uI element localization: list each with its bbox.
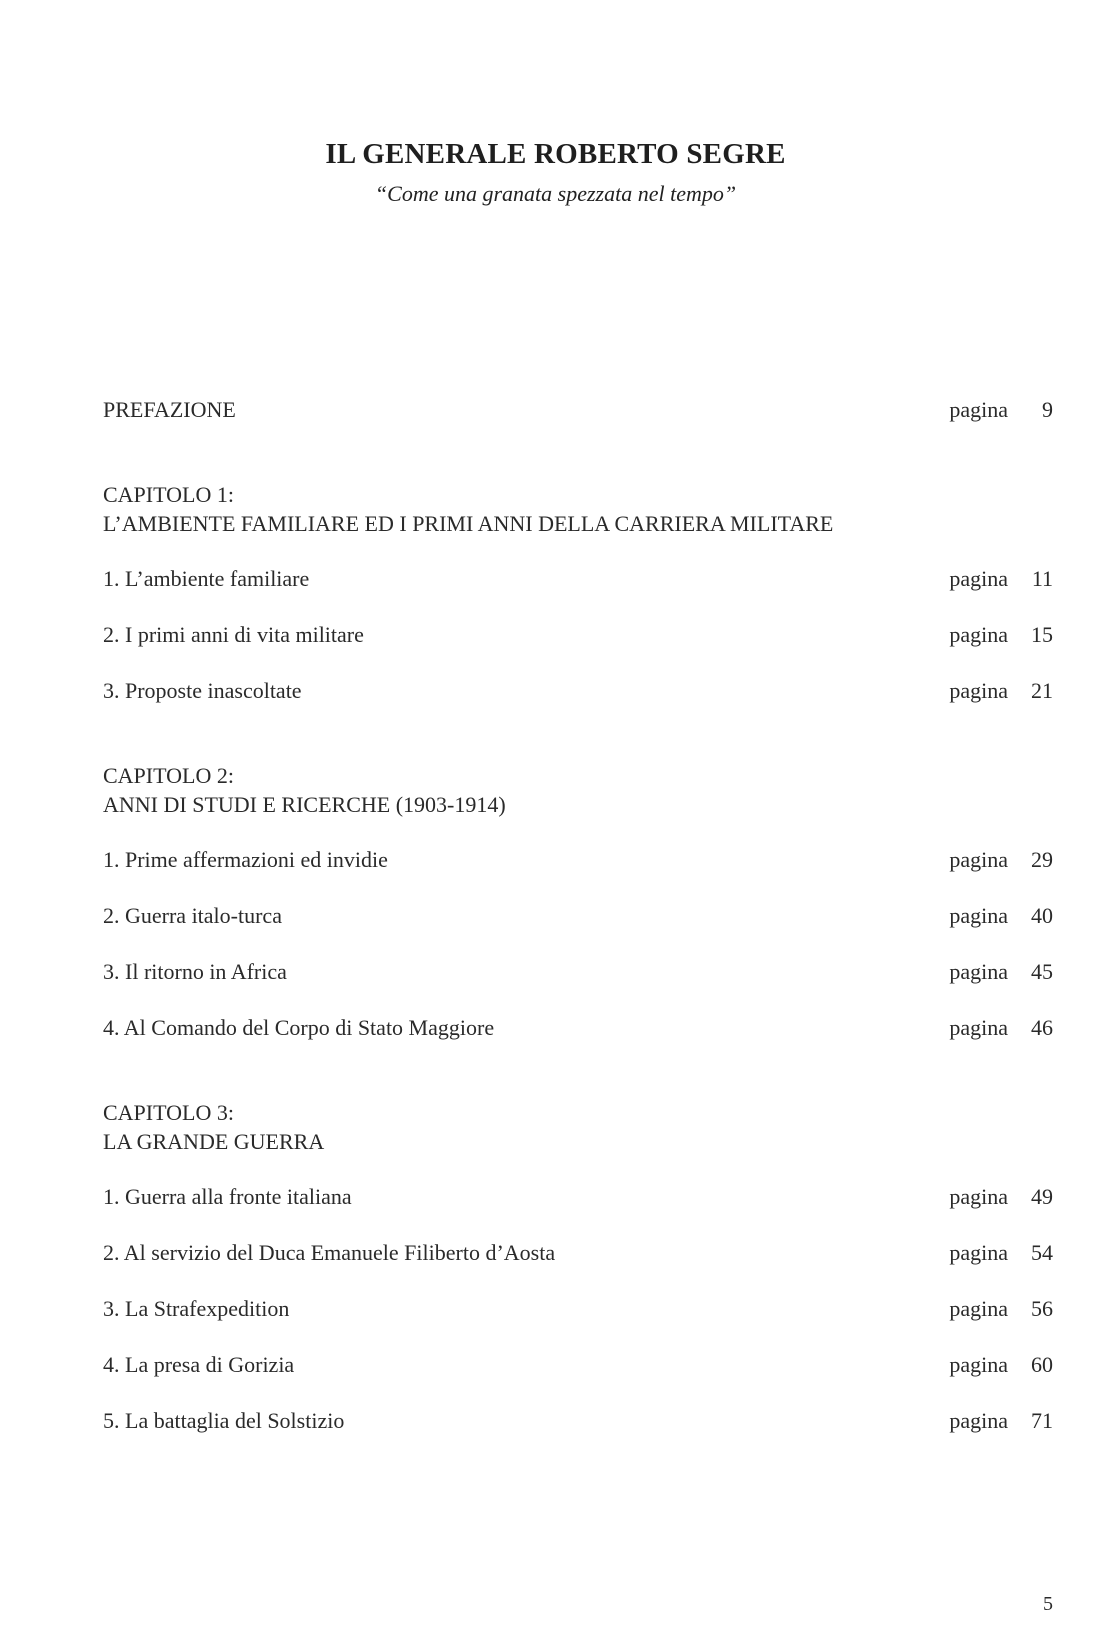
toc-page-word: pagina: [949, 959, 1008, 984]
toc-page-number: 46: [1031, 1015, 1053, 1040]
toc-entry-label: 4. La presa di Gorizia: [103, 1352, 295, 1377]
toc-page-word: pagina: [949, 1296, 1008, 1321]
toc-entry-label: 3. La Strafexpedition: [103, 1296, 290, 1321]
toc-page-word: pagina: [949, 397, 1008, 422]
toc-page-word: pagina: [949, 1015, 1008, 1040]
toc-entry-label: 1. L’ambiente familiare: [103, 566, 310, 591]
toc-entry: [103, 1015, 1053, 1045]
book-subtitle: “Come una granata spezzata nel tempo”: [374, 181, 737, 206]
toc-page-number: 9: [1042, 397, 1053, 422]
toc-entry-label: 2. Guerra italo-turca: [103, 903, 282, 928]
toc-entry: [103, 566, 1053, 596]
toc-page-number: 60: [1031, 1352, 1053, 1377]
toc-page-number: 29: [1031, 847, 1053, 872]
toc-entry: [103, 1184, 1053, 1214]
toc-entry-label: 5. La battaglia del Solstizio: [103, 1408, 345, 1433]
toc-page-word: pagina: [949, 1352, 1008, 1377]
toc-page-word: pagina: [949, 622, 1008, 647]
toc-entry-label: 3. Proposte inascoltate: [103, 678, 302, 703]
toc-entry-label: 1. Prime affermazioni ed invidie: [103, 847, 388, 872]
book-title: IL GENERALE ROBERTO SEGRE: [325, 138, 786, 170]
toc-entry: [103, 1240, 1053, 1270]
toc-entry-label: PREFAZIONE: [103, 397, 236, 422]
toc-entry: [103, 959, 1053, 989]
toc-entry-prefazione: [103, 397, 1053, 427]
toc-entry-label: 4. Al Comando del Corpo di Stato Maggiore: [103, 1015, 495, 1040]
toc-page-word: pagina: [949, 678, 1008, 703]
toc-page-number: 71: [1031, 1408, 1053, 1433]
toc-entry-label: 2. I primi anni di vita militare: [103, 622, 364, 647]
toc-page-word: pagina: [949, 903, 1008, 928]
toc-entry: [103, 678, 1053, 708]
toc-page-number: 49: [1031, 1184, 1053, 1209]
toc-page-number: 45: [1031, 959, 1053, 984]
toc-entry: [103, 622, 1053, 652]
toc-page-word: pagina: [949, 1240, 1008, 1265]
toc-entry: [103, 903, 1053, 933]
toc-entry: [103, 1408, 1053, 1438]
toc-page-number: 54: [1031, 1240, 1053, 1265]
toc-page-word: pagina: [949, 1184, 1008, 1209]
toc-entry-label: 3. Il ritorno in Africa: [103, 959, 287, 984]
toc-page-number: 40: [1031, 903, 1053, 928]
toc-page-word: pagina: [949, 1408, 1008, 1433]
toc-entry: [103, 1352, 1053, 1382]
chapter-1-title: L’AMBIENTE FAMILIARE ED I PRIMI ANNI DELLA CARRIERA MILITARE: [103, 511, 834, 536]
toc-page-number: 21: [1031, 678, 1053, 703]
chapter-3-heading: CAPITOLO 3:: [103, 1100, 234, 1125]
chapter-3-title: LA GRANDE GUERRA: [103, 1129, 325, 1154]
chapter-2-title: ANNI DI STUDI E RICERCHE (1903-1914): [103, 792, 506, 817]
chapter-1-heading: CAPITOLO 1:: [103, 482, 234, 507]
toc-entry: [103, 1296, 1053, 1326]
toc-page-number: 56: [1031, 1296, 1053, 1321]
page-number: 5: [1043, 1593, 1053, 1615]
toc-entry: [103, 847, 1053, 877]
toc-page-number: 11: [1031, 566, 1053, 591]
toc-page-word: pagina: [949, 566, 1008, 591]
chapter-2-heading: CAPITOLO 2:: [103, 763, 234, 788]
toc-page-word: pagina: [949, 847, 1008, 872]
toc-entry-label: 2. Al servizio del Duca Emanuele Filiberto d’Aosta: [103, 1240, 556, 1265]
toc-page-number: 15: [1031, 622, 1053, 647]
toc-entry-label: 1. Guerra alla fronte italiana: [103, 1184, 352, 1209]
